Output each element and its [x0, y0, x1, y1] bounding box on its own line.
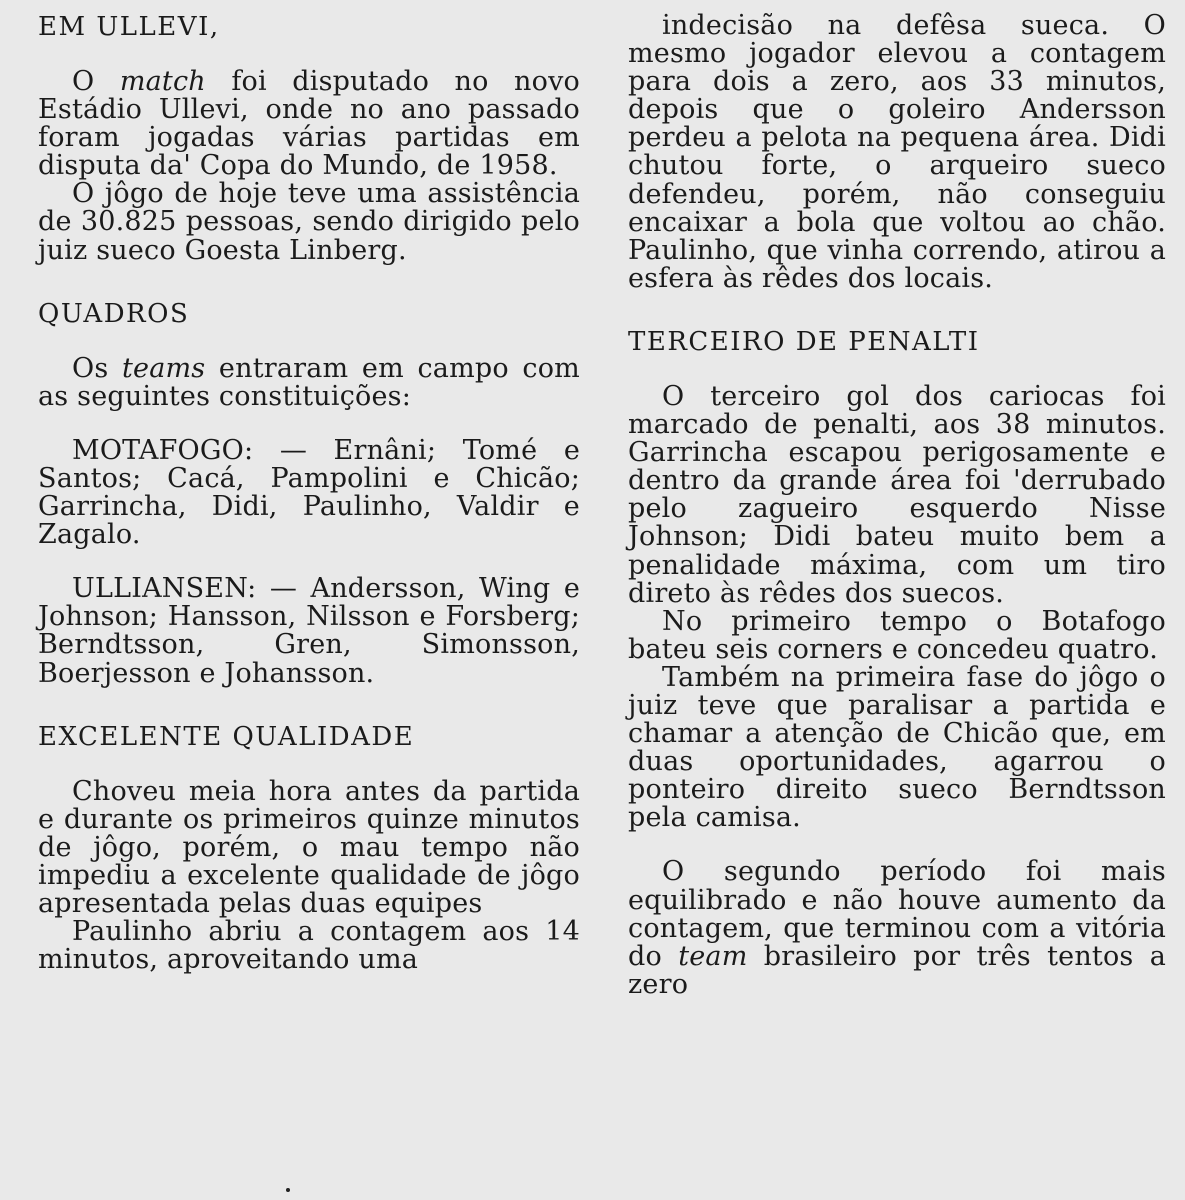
- ink-speck: [286, 1188, 290, 1192]
- italic-word-team: team: [678, 940, 748, 972]
- text-run: O: [72, 66, 120, 97]
- paragraph-lineup-ulliansen: ULLIANSEN: — Andersson, Wing e Johnson; Hansson, Nilsson e Forsberg; Berndtsson, Gren, Simonsson, Boerjesson e Johansson.: [38, 573, 580, 689]
- text-run: entraram em campo com as seguintes constituições:: [38, 352, 580, 412]
- paragraph-attendance: O jôgo de hoje teve uma assistência de 30.825 pessoas, sendo dirigido pelo juiz sueco Goesta Linberg.: [38, 178, 580, 266]
- paragraph-second-half: [628, 858, 1166, 998]
- text-run: foi disputado no novo Estádio Ullevi, onde no ano passado foram jogadas várias partidas em disputa da' Copa do Mundo, de 1958.: [38, 66, 580, 182]
- section-heading-quadros: QUADROS: [38, 298, 190, 329]
- text-run: Os: [72, 352, 122, 384]
- section-heading-terceiro-de-penalti: TERCEIRO DE PENALTI: [628, 326, 980, 357]
- italic-word-match: match: [119, 66, 206, 97]
- text-run: brasileiro por três tentos a zero: [628, 940, 1166, 1000]
- paragraph-referee: Também na primeira fase do jôgo o juiz teve que paralisar a partida e chamar a atenção de Chicão que, em duas oportunidades, agarrou o ponteiro direito sueco Berndtsson pela camisa.: [628, 661, 1166, 834]
- paragraph-weather: Choveu meia hora antes da partida e durante os primeiros quinze minutos de jôgo, porém, o mau tempo não impediu a excelente qualidade de jôgo apresentada pelas duas equipes: [38, 775, 580, 919]
- section-heading-excelente-qualidade: EXCELENTE QUALIDADE: [38, 721, 415, 752]
- section-heading-em-ullevi: EM ULLEVI,: [38, 12, 220, 42]
- paragraph-second-goal: indecisão na defêsa sueca. O mesmo jogador elevou a contagem para dois a zero, aos 33 minutos, depois que o goleiro Andersson perdeu a pelota na pequena área. Didi chutou forte, o arqueiro sueco defendeu, porém, não conseguiu encaixar a bola que voltou ao chão. Paulinho, que vinha correndo, atirou a esfera às rêdes dos locais.: [628, 10, 1166, 294]
- paragraph-corners: No primeiro tempo o Botafogo bateu seis corners e concedeu quatro.: [628, 605, 1166, 665]
- italic-word-teams: teams: [121, 352, 206, 384]
- paragraph-match-venue: [38, 68, 580, 180]
- text-run: O segundo período foi mais equilibrado e não houve aumento da contagem, que terminou com a vitória do: [628, 856, 1166, 972]
- paragraph-teams-intro: [38, 352, 580, 412]
- paragraph-lineup-botafogo: MOTAFOGO: — Ernâni; Tomé e Santos; Cacá, Pampolini e Chicão; Garrincha, Didi, Paulinho, Valdir e Zagalo.: [38, 434, 580, 551]
- paragraph-first-goal: Paulinho abriu a contagem aos 14 minutos, aproveitando uma: [38, 916, 580, 976]
- paragraph-penalty-goal: O terceiro gol dos cariocas foi marcado de penalti, aos 38 minutos. Garrincha escapou perigosamente e dentro da grande área foi 'derrubado pelo zagueiro esquerdo Nisse Johnson; Didi bateu muito bem a penalidade máxima, com um tiro direto às rêdes dos suecos.: [628, 380, 1166, 609]
- right-column: [628, 12, 1166, 999]
- left-column: [38, 12, 580, 974]
